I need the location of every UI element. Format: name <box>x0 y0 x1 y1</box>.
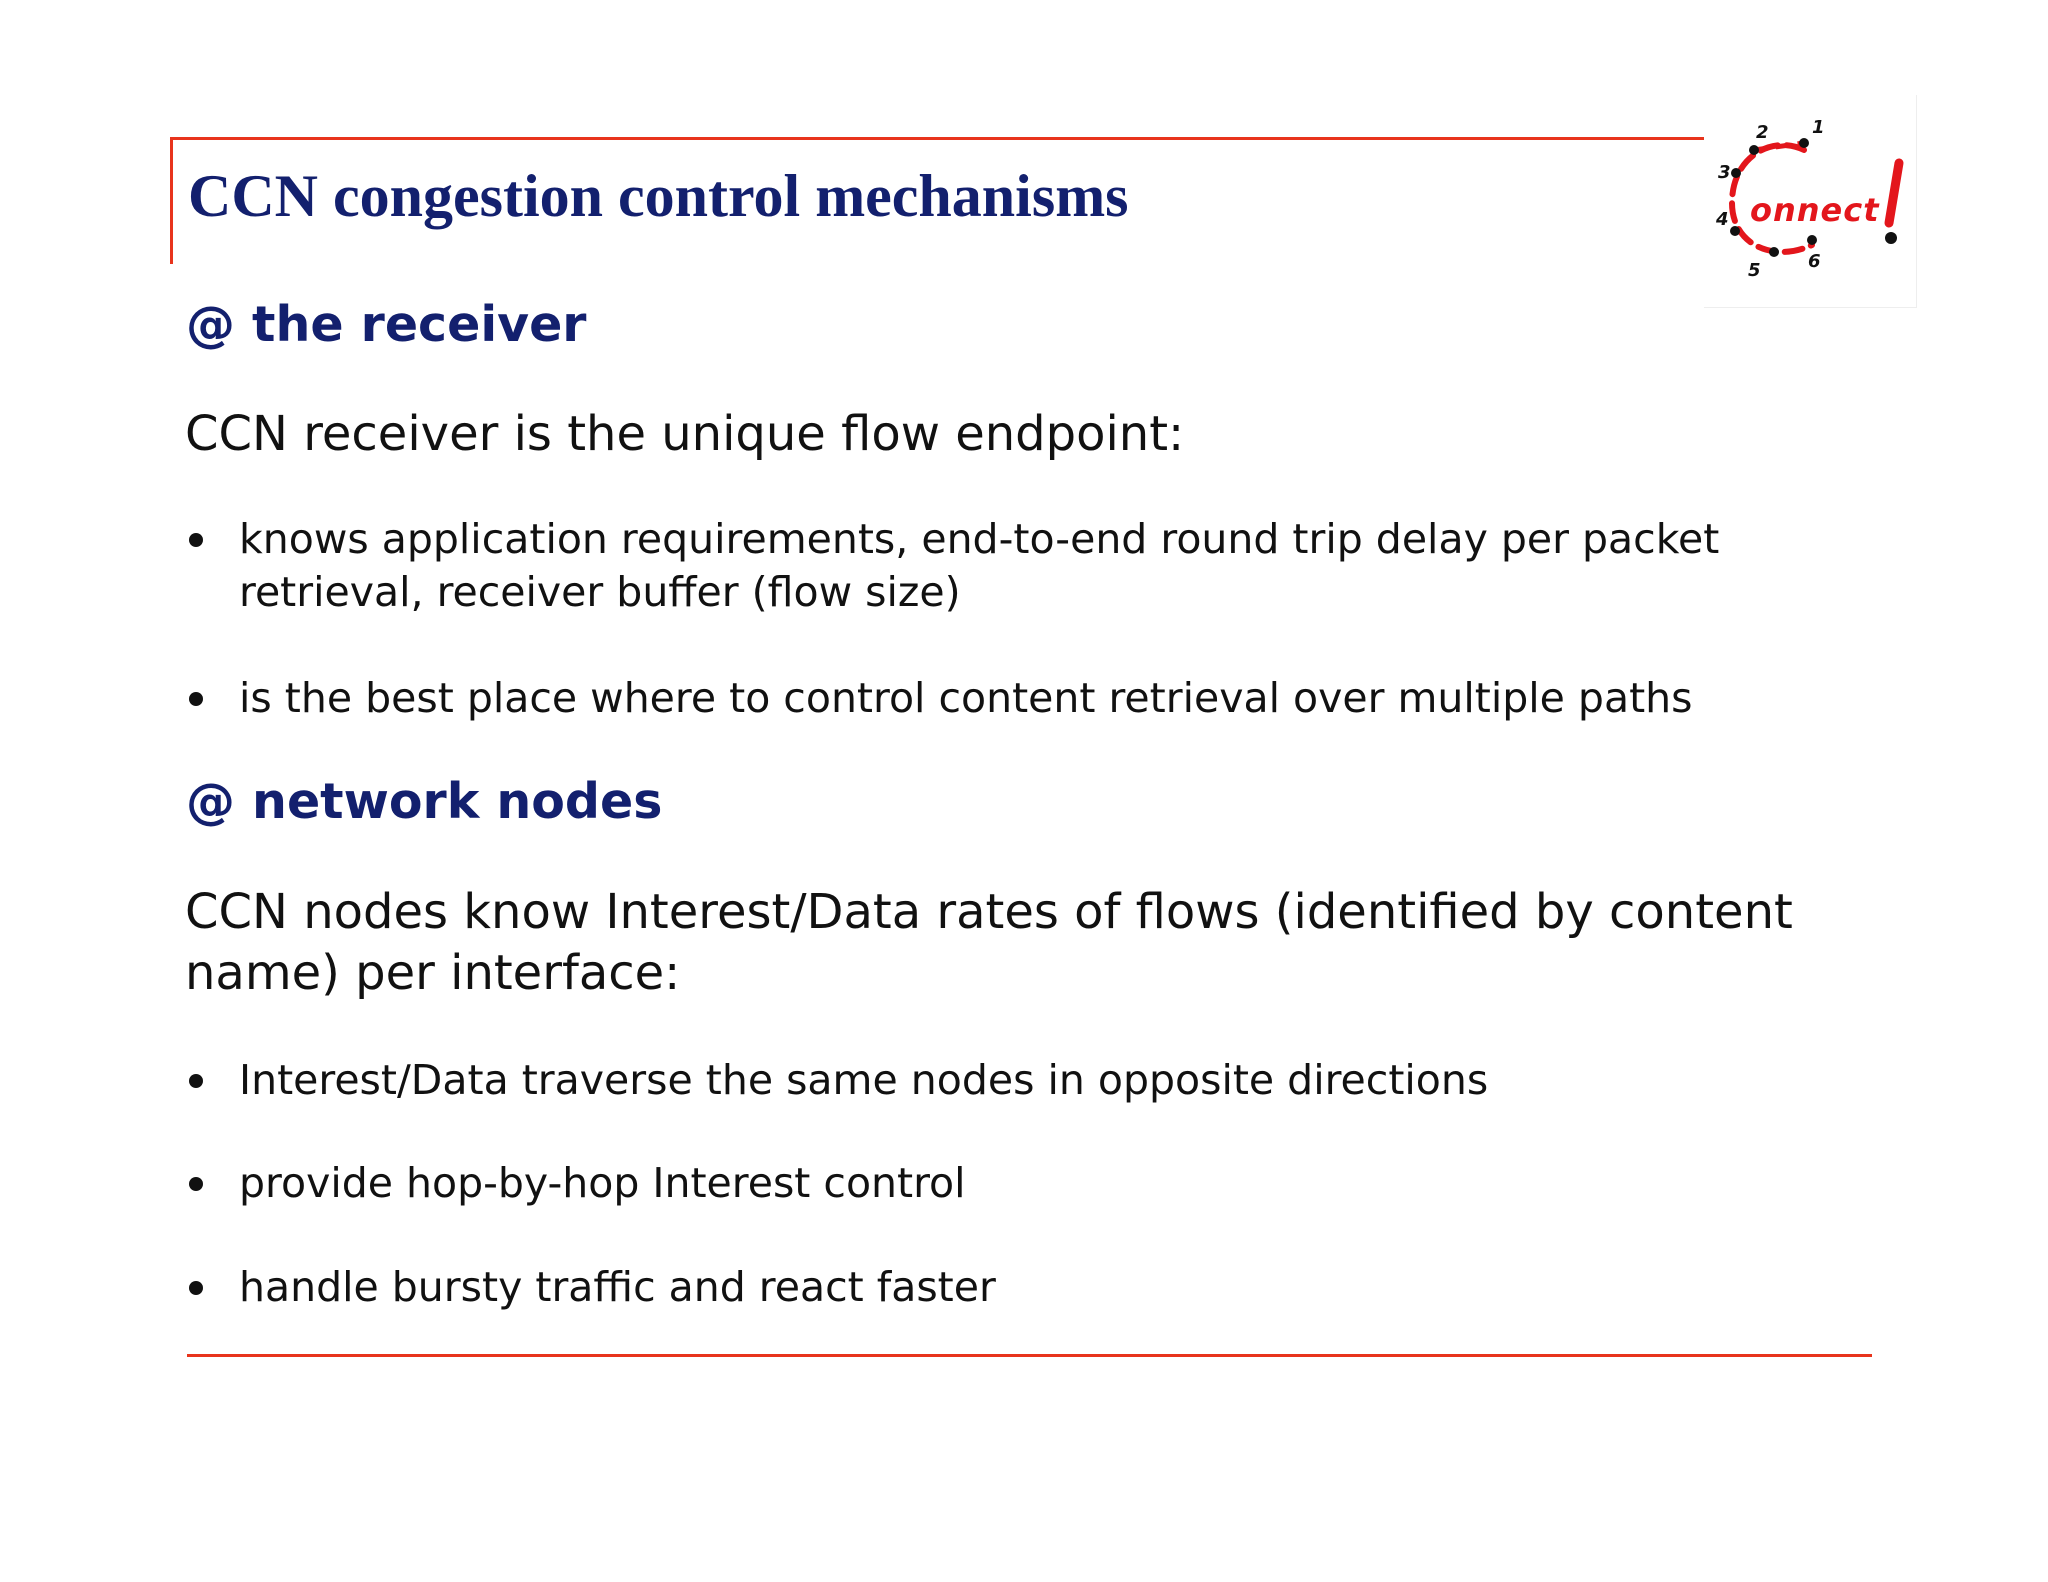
bullet-text: is the best place where to control content retrieval over multiple paths <box>239 674 1693 722</box>
logo-node-dot <box>1807 235 1817 245</box>
logo-number: 2 <box>1756 122 1769 143</box>
bullet-dot <box>189 692 203 706</box>
bullet-text: Interest/Data traverse the same nodes in opposite directions <box>239 1056 1489 1104</box>
section-heading-receiver: @ the receiver <box>186 296 587 353</box>
connect-logo <box>1704 95 1917 308</box>
bullet-dot <box>189 1177 203 1191</box>
logo-number: 3 <box>1718 162 1731 183</box>
bullet-dot <box>189 1281 203 1295</box>
logo-number: 6 <box>1808 251 1821 272</box>
section-heading-network-nodes: @ network nodes <box>186 773 663 830</box>
logo-node-dot <box>1730 226 1740 236</box>
bullet-text: handle bursty traffic and react faster <box>239 1263 996 1311</box>
bullet-text: provide hop-by-hop Interest control <box>239 1159 966 1207</box>
bullet-list-network-nodes <box>185 1054 1745 1107</box>
logo-number: 1 <box>1812 117 1825 138</box>
logo-wordmark: onnect <box>1750 191 1880 229</box>
bullet-dot <box>189 533 203 547</box>
logo-node-dot <box>1769 247 1779 257</box>
logo-node-dot <box>1731 168 1741 178</box>
bullet-list-receiver <box>185 513 1745 619</box>
logo-node-dot <box>1799 138 1809 148</box>
logo-node-dot <box>1885 232 1897 244</box>
footer-rule <box>187 1354 1872 1357</box>
section-intro-receiver: CCN receiver is the unique flow endpoint: <box>185 406 1185 462</box>
list-item <box>185 1157 1745 1210</box>
logo-number: 5 <box>1748 260 1761 281</box>
logo-node-dot <box>1749 145 1759 155</box>
list-item <box>185 513 1745 619</box>
section-intro-network-nodes: CCN nodes know Interest/Data rates of flows (identified by content name) per interface: <box>185 884 1793 1001</box>
bullet-dot <box>189 1074 203 1088</box>
list-item <box>185 1054 1745 1107</box>
slide-title: CCN congestion control mechanisms <box>188 163 1129 229</box>
bullet-list-network-nodes-3 <box>185 1261 1745 1314</box>
logo-number: 4 <box>1716 209 1729 230</box>
bullet-text: knows application requirements, end-to-end round trip delay per packet retrieval, receiver buffer (flow size) <box>239 515 1720 616</box>
bullet-list-network-nodes-2 <box>185 1157 1745 1210</box>
bullet-list-receiver-2 <box>185 672 1745 725</box>
title-left-rule <box>170 137 173 264</box>
list-item <box>185 672 1745 725</box>
title-top-rule <box>170 137 1710 140</box>
list-item <box>185 1261 1745 1314</box>
